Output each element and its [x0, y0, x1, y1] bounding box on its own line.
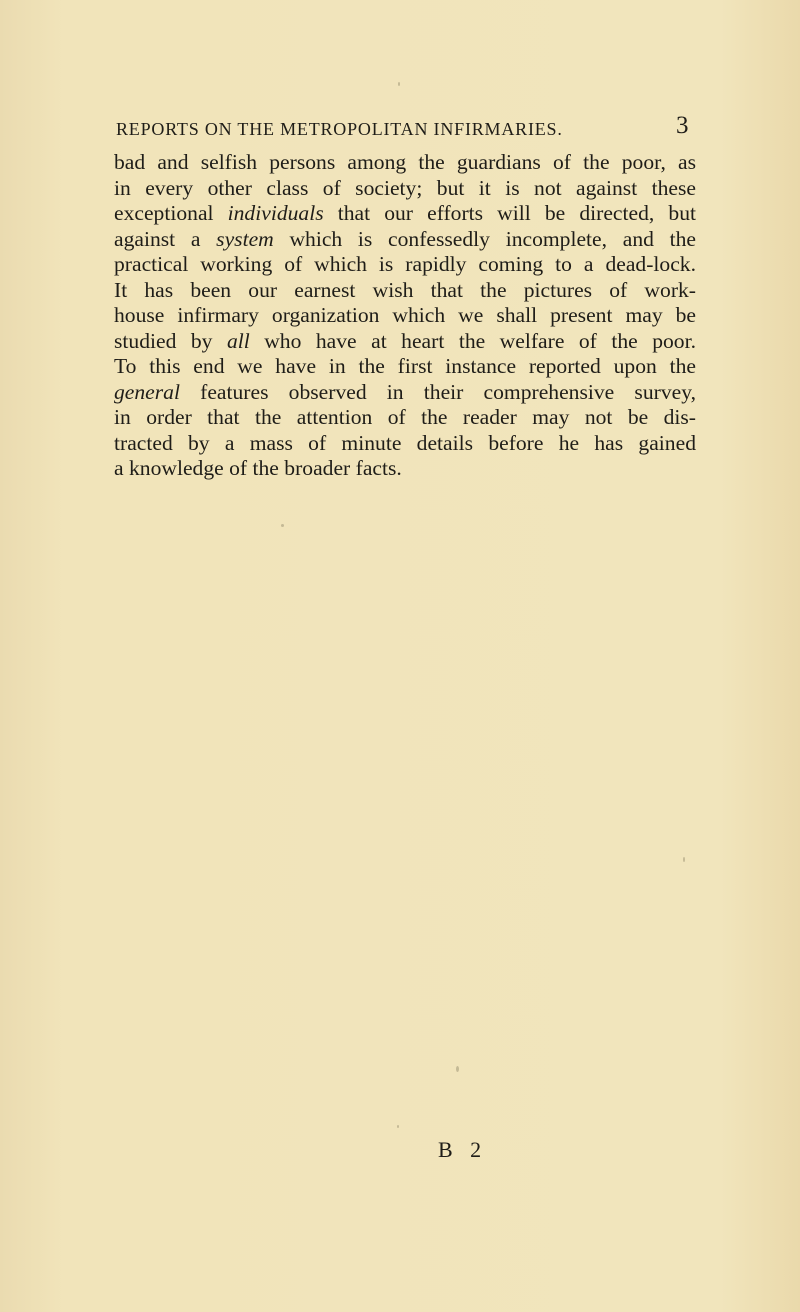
emphasis: system: [216, 226, 274, 251]
signature-mark: B 2: [438, 1137, 488, 1162]
text-line: in order that the attention of the reader may not be dis-: [114, 405, 696, 429]
text-line: in every other class of society; but it is not against these: [114, 175, 696, 200]
running-head: REPORTS ON THE METROPOLITAN INFIRMARIES.: [116, 119, 563, 139]
paper-speck: [683, 857, 685, 862]
emphasis: all: [226, 328, 250, 353]
text-line: against a system which is confessedly incomplete, and the: [114, 226, 696, 251]
text-line: studied by all who have at heart the welfare of the poor.: [114, 328, 696, 353]
text-line: practical working of which is rapidly coming to a dead-lock.: [114, 252, 696, 276]
paper-speck: [397, 1125, 399, 1128]
page-number: 3: [676, 112, 689, 139]
text-line: bad and selfish persons among the guardians of the poor, as: [114, 150, 696, 174]
paper-speck: [281, 524, 284, 527]
text-line: tracted by a mass of minute details before he has gained: [114, 430, 696, 455]
emphasis: individuals: [227, 201, 324, 225]
text-line: It has been our earnest wish that the pictures of work-: [114, 277, 696, 302]
text-line: To this end we have in the first instance reported upon the: [114, 354, 696, 378]
paper-speck: [398, 82, 400, 86]
emphasis: general: [114, 379, 180, 404]
text-line: exceptional individuals that our efforts will be directed, but: [114, 201, 696, 225]
text-line: a knowledge of the broader facts.: [114, 456, 402, 480]
paper-speck: [456, 1066, 459, 1072]
text-line: general features observed in their comprehensive survey,: [114, 379, 696, 404]
text-line: house infirmary organization which we shall present may be: [114, 303, 696, 327]
body-text: [114, 150, 696, 482]
